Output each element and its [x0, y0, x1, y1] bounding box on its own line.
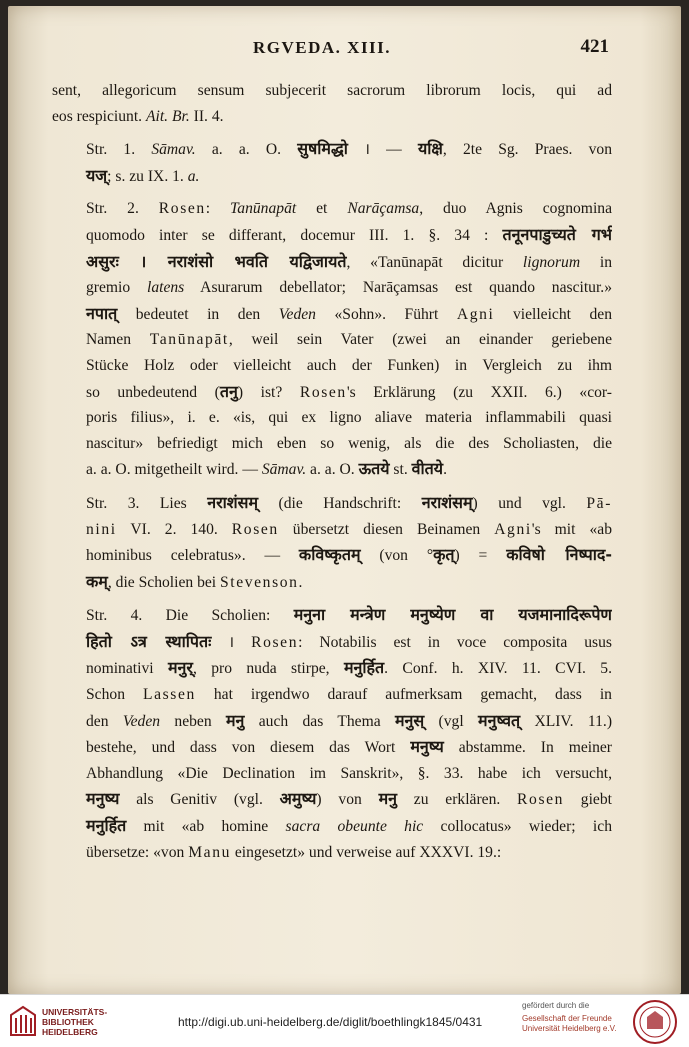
text-segment: bedeutet in den [117, 305, 279, 323]
text-segment: Str. 4. Die Scholien: [86, 607, 294, 625]
text-line [52, 629, 612, 656]
text-line [52, 136, 612, 163]
text-segment: Lassen [142, 686, 196, 704]
text-segment: Agni [494, 520, 532, 538]
text-segment: । [211, 633, 252, 651]
sanskrit-word: नराशंसम् [207, 492, 259, 512]
text-line [52, 517, 612, 543]
text-segment: «Sohn». Führt [315, 305, 457, 323]
sanskrit-word: यज् [86, 165, 108, 185]
text-segment: Stücke Holz oder vielleicht auch der Funken) in Vergleich zu ihm [86, 356, 612, 374]
italic-text: Veden [122, 712, 161, 730]
italic-text: sacra obeunte hic [285, 818, 424, 836]
text-segment: den [86, 712, 123, 730]
text-line [52, 708, 612, 735]
text-segment: auch das Thema [244, 712, 395, 730]
italic-text: Veden [278, 305, 316, 323]
text-segment: (die Handschrift: [258, 494, 422, 512]
sanskrit-word: कविष्कृतम् [298, 545, 361, 565]
text-segment: . Conf. h. XIV. 11. CVI. 5. [384, 660, 612, 678]
text-segment: zu erklären. [397, 791, 518, 809]
text-segment: , weil sein Vater (zwei an einander geriebene [228, 331, 612, 349]
sanskrit-word: मनुर्हित [343, 658, 385, 678]
permalink-url[interactable]: http://digi.ub.uni-heidelberg.de/diglit/boethlingk1845/0431 [178, 1015, 483, 1029]
sanskrit-word: नपात् [86, 303, 118, 323]
text-segment: Rosen [158, 200, 206, 218]
text-line [52, 761, 612, 787]
text-segment: Tanūnapāt [149, 331, 229, 349]
text-segment: a. a. O. mitgetheilt wird. — [86, 461, 262, 479]
text-segment: sent, allegoricum sensum subjecerit sacrorum librorum locis, qui ad [52, 82, 612, 99]
text-segment: Rosen [517, 791, 565, 809]
text-line [52, 786, 612, 813]
italic-text: lignorum [522, 253, 581, 271]
text-line [52, 490, 612, 517]
text-segment: hominibus celebratus». — [86, 547, 299, 565]
text-line [52, 682, 612, 708]
sanskrit-word: मनुष्य [410, 737, 444, 757]
sanskrit-word: मनु [378, 789, 398, 809]
text-segment: übersetze: «von [86, 843, 189, 861]
text-segment: : Notabilis est in voce composita usus [298, 633, 612, 651]
sanskrit-word: कम् [86, 571, 108, 591]
text-segment: poris filius», i. e. «is, qui ex ligno aliave materia inflammabili quasi [86, 409, 612, 427]
text-segment: Manu [188, 843, 231, 861]
sanskrit-word: अमुष्य [279, 789, 317, 809]
text-segment: . [298, 573, 303, 591]
funded-by-label: gefördert durch die [522, 1001, 590, 1010]
text-line [52, 569, 612, 596]
sanskrit-word: नराशंसम् [421, 492, 473, 512]
text-segment: st. [389, 461, 412, 479]
footer-bar [0, 994, 689, 1047]
text-segment: । — [347, 141, 418, 159]
sanskrit-word: सुषमिद्धो [297, 139, 348, 159]
text-segment: Rosen [299, 383, 347, 401]
paragraph [52, 78, 612, 129]
sanskrit-word: यक्षि [417, 139, 443, 159]
italic-text: Ait. Br. [145, 107, 190, 125]
funding-organization [522, 1014, 616, 1034]
sanskrit-word: मनुष्वत् [478, 710, 521, 730]
library-name-line: UNIVERSITÄTS- [42, 1007, 108, 1017]
text-segment: übersetzt diesen Beinamen [278, 520, 495, 538]
text-line [52, 655, 612, 682]
funding-org-line: Gesellschaft der Freunde [522, 1014, 612, 1023]
running-title: RGVEDA. XIII. [253, 38, 392, 57]
library-name [42, 1007, 107, 1037]
text-segment: so unbedeutend ( [86, 383, 220, 401]
text-segment: Rosen [231, 520, 279, 538]
text-segment: hat irgendwo darauf aufmerksam gemacht, dass in [195, 686, 612, 704]
text-segment: XLIV. 11.) [520, 712, 612, 730]
sanskrit-word: असुरः । नराशंसो भवति यद्विजायते [86, 251, 347, 271]
text-segment: bestehe, und dass von diesem das Wort [86, 739, 411, 757]
sanskrit-word: कविषो निष्पाद- [506, 545, 612, 565]
text-segment: (vgl [424, 712, 479, 730]
text-segment: Abhandlung «Die Declination im Sanskrit», §. 33. habe ich versucht, [86, 764, 612, 782]
text-segment: II. 4. [189, 107, 224, 125]
italic-text: Sāmav. [151, 141, 196, 159]
text-segment: gremio [86, 279, 147, 297]
text-line [52, 431, 612, 457]
text-line [52, 456, 612, 483]
text-segment: VI. 2. 140. [116, 520, 232, 538]
society-seal-icon [632, 999, 678, 1045]
sanskrit-word: तनूनपाडुच्यते गर्भ [502, 224, 612, 244]
sanskrit-word: मनुना मन्त्रेण मनुष्येण वा यजमानादिरूपेण [293, 605, 612, 625]
sanskrit-word: हितो ऽत्र स्थापितः [86, 631, 212, 651]
text-segment: , pro nuda stirpe, [192, 660, 344, 678]
text-line [52, 602, 612, 629]
text-line [52, 353, 612, 379]
text-segment: ) und vgl. [472, 494, 587, 512]
paragraph [52, 196, 612, 483]
text-line [52, 301, 612, 328]
text-segment: 's mit «ab [531, 520, 612, 538]
text-segment: a. a. O. [306, 461, 359, 479]
text-line [52, 734, 612, 761]
sanskrit-word: ऊतये [358, 459, 390, 479]
text-line [52, 196, 612, 222]
text-segment: Str. 3. Lies [86, 494, 208, 512]
text-segment: 's Erklärung (zu XXII. 6.) «cor- [346, 383, 612, 401]
sanskrit-word: मनुर्हित [86, 816, 127, 836]
text-line [52, 405, 612, 431]
text-segment: Pā- [586, 494, 612, 512]
text-segment: , duo Agnis cognomina [419, 200, 612, 218]
library-name-line: HEIDELBERG [42, 1027, 98, 1037]
sanskrit-word: मनुर् [167, 658, 193, 678]
text-segment: ; s. zu IX. 1. [107, 167, 188, 185]
text-segment: Schon [86, 686, 143, 704]
text-segment: ) ist? [237, 383, 300, 401]
text-segment: Agni [456, 305, 495, 323]
funding-org-line: Universität Heidelberg e.V. [522, 1024, 617, 1033]
text-segment: eingesetzt» und verweise auf XXXVI. 19.: [230, 843, 502, 861]
sanskrit-word: मनु [225, 710, 245, 730]
paragraph [52, 490, 612, 595]
italic-text: a. [187, 167, 200, 185]
italic-text: Narāçamsa [347, 200, 420, 218]
text-line [52, 840, 612, 866]
text-line [52, 222, 612, 249]
text-segment: ) von [316, 791, 379, 809]
text-line [52, 542, 612, 569]
text-line [52, 249, 612, 276]
text-segment: , 2te Sg. Praes. von [442, 141, 612, 159]
paragraph [52, 602, 612, 865]
paragraph [52, 136, 612, 189]
text-segment: nini [86, 520, 117, 538]
page-number: 421 [580, 36, 609, 57]
text-segment: Namen [86, 331, 150, 349]
text-segment: als Genitiv (vgl. [119, 791, 280, 809]
text-segment: nominativi [86, 660, 168, 678]
text-segment: a. a. O. [195, 141, 298, 159]
text-segment: Stevenson [220, 573, 299, 591]
text-segment: abstamme. In meiner [443, 739, 612, 757]
book-page [8, 6, 681, 994]
text-line [52, 78, 612, 104]
text-line [52, 275, 612, 301]
university-library-logo-icon [8, 1005, 38, 1037]
text-segment: ) = [454, 547, 507, 565]
text-segment: . [443, 461, 447, 479]
sanskrit-word: तनु [219, 381, 238, 401]
text-segment: , die Scholien bei [107, 573, 221, 591]
text-segment: Rosen [251, 633, 299, 651]
text-segment: eos respiciunt. [52, 107, 146, 125]
text-line [52, 104, 612, 130]
text-segment: in [580, 253, 612, 271]
text-line [52, 813, 612, 840]
text-segment: neben [160, 712, 226, 730]
text-line [52, 163, 612, 190]
sanskrit-word: कृत् [433, 545, 455, 565]
text-segment: , «Tanūnapāt dicitur [346, 253, 523, 271]
library-name-line: BIBLIOTHEK [42, 1017, 94, 1027]
text-segment: quomodo inter se differant, docemur III. 1. §. 34 : [86, 226, 503, 244]
text-line [52, 327, 612, 353]
text-segment: collocatus» wieder; ich [423, 818, 612, 836]
text-line [52, 379, 612, 406]
italic-text: Sāmav. [261, 461, 307, 479]
text-segment: et [296, 200, 348, 218]
sanskrit-word: मनुष्य [86, 789, 120, 809]
text-segment: Str. 2. [86, 200, 159, 218]
text-segment: giebt [564, 791, 612, 809]
text-segment: (von ° [360, 547, 434, 565]
text-segment: nascitur» befriedigt mich eben so wenig, als die des Scholiasten, die [86, 434, 612, 452]
italic-text: Tanūnapāt [230, 200, 297, 218]
text-segment: Asurarum debellator; Narāçamsas est quando nascitur.» [184, 279, 612, 297]
text-segment: vielleicht den [494, 305, 612, 323]
text-segment: : [205, 200, 231, 218]
text-segment: mit «ab homine [126, 818, 286, 836]
italic-text: latens [146, 279, 185, 297]
text-segment: Str. 1. [86, 141, 152, 159]
sanskrit-word: वीतये [411, 459, 444, 479]
sanskrit-word: मनुस् [394, 710, 425, 730]
page-text [52, 78, 612, 872]
